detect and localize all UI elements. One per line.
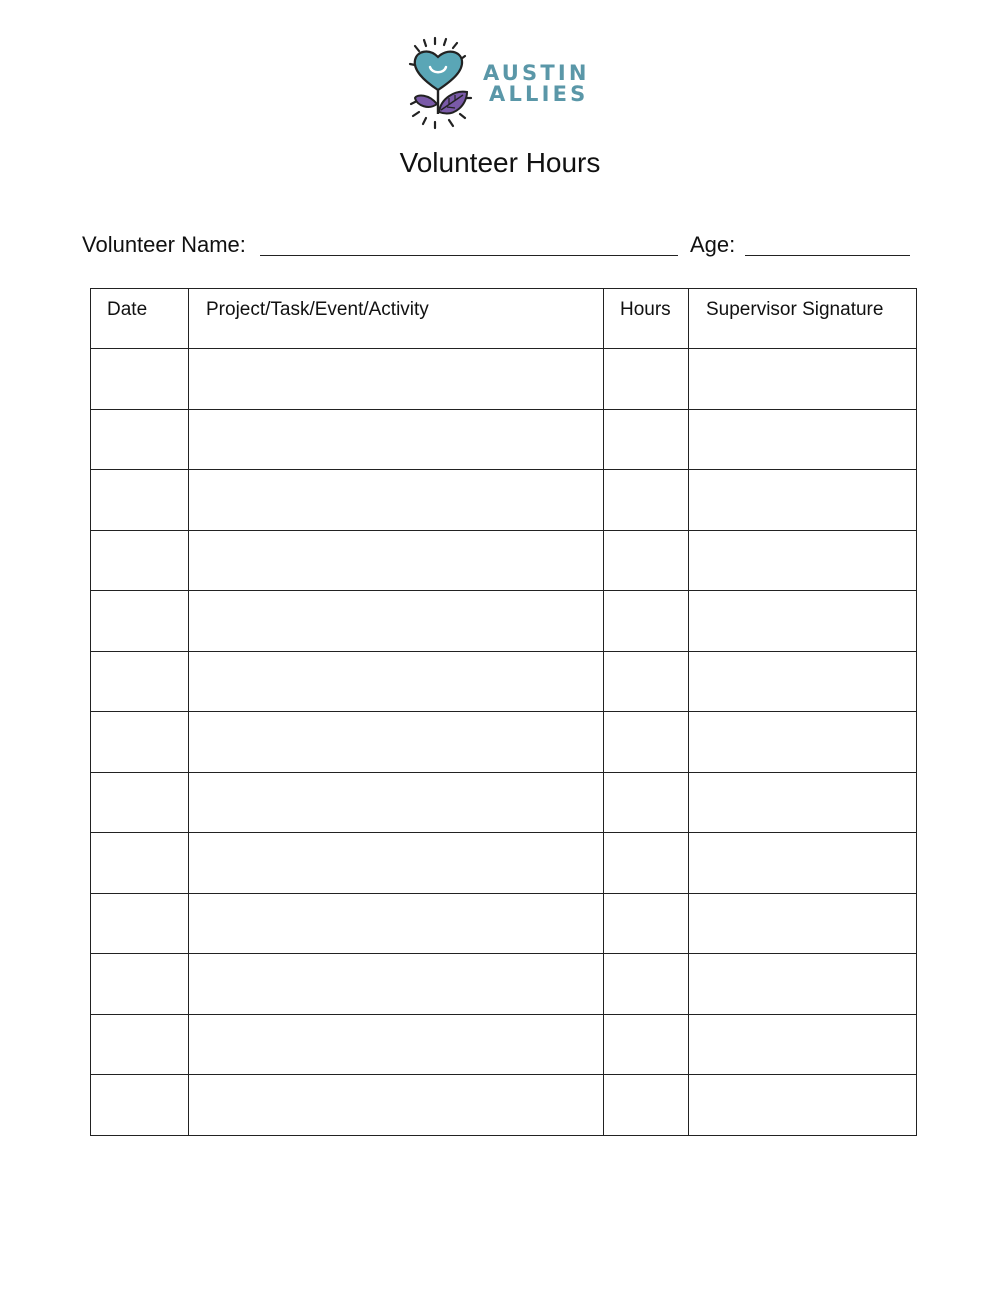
date-cell[interactable] bbox=[91, 772, 189, 833]
hours-cell[interactable] bbox=[604, 833, 689, 894]
volunteer-name-label: Volunteer Name: bbox=[82, 232, 246, 257]
date-cell[interactable] bbox=[91, 470, 189, 531]
task-cell[interactable] bbox=[189, 1014, 604, 1075]
hours-cell[interactable] bbox=[604, 954, 689, 1015]
signature-cell[interactable] bbox=[689, 591, 917, 652]
hours-cell[interactable] bbox=[604, 772, 689, 833]
hours-cell[interactable] bbox=[604, 530, 689, 591]
task-cell[interactable] bbox=[189, 470, 604, 531]
task-cell[interactable] bbox=[189, 833, 604, 894]
table-row bbox=[91, 712, 917, 773]
date-cell[interactable] bbox=[91, 530, 189, 591]
column-header-hours: Hours bbox=[604, 289, 689, 349]
hours-cell[interactable] bbox=[604, 470, 689, 531]
task-cell[interactable] bbox=[189, 893, 604, 954]
table-row bbox=[91, 1075, 917, 1136]
table-body bbox=[91, 349, 917, 1136]
task-cell[interactable] bbox=[189, 530, 604, 591]
table-row bbox=[91, 893, 917, 954]
column-header-task: Project/Task/Event/Activity bbox=[189, 289, 604, 349]
task-cell[interactable] bbox=[189, 591, 604, 652]
hours-cell[interactable] bbox=[604, 1014, 689, 1075]
date-cell[interactable] bbox=[91, 349, 189, 410]
table-row bbox=[91, 651, 917, 712]
date-cell[interactable] bbox=[91, 651, 189, 712]
date-cell[interactable] bbox=[91, 954, 189, 1015]
task-cell[interactable] bbox=[189, 1075, 604, 1136]
hours-cell[interactable] bbox=[604, 1075, 689, 1136]
task-cell[interactable] bbox=[189, 409, 604, 470]
signature-cell[interactable] bbox=[689, 1075, 917, 1136]
volunteer-hours-table bbox=[90, 288, 917, 1136]
signature-cell[interactable] bbox=[689, 833, 917, 894]
hours-cell[interactable] bbox=[604, 893, 689, 954]
organization-logo bbox=[405, 34, 595, 134]
age-label: Age: bbox=[690, 232, 736, 257]
date-cell[interactable] bbox=[91, 1014, 189, 1075]
date-cell[interactable] bbox=[91, 1075, 189, 1136]
table-row bbox=[91, 833, 917, 894]
task-cell[interactable] bbox=[189, 349, 604, 410]
table-row bbox=[91, 772, 917, 833]
date-cell[interactable] bbox=[91, 712, 189, 773]
signature-cell[interactable] bbox=[689, 712, 917, 773]
hours-cell[interactable] bbox=[604, 712, 689, 773]
hours-cell[interactable] bbox=[604, 349, 689, 410]
task-cell[interactable] bbox=[189, 772, 604, 833]
table-row bbox=[91, 1014, 917, 1075]
date-cell[interactable] bbox=[91, 833, 189, 894]
table-row bbox=[91, 530, 917, 591]
table-row bbox=[91, 409, 917, 470]
column-header-signature: Supervisor Signature bbox=[689, 289, 917, 349]
date-cell[interactable] bbox=[91, 591, 189, 652]
signature-cell[interactable] bbox=[689, 349, 917, 410]
hours-cell[interactable] bbox=[604, 409, 689, 470]
heart-flower-logo-icon bbox=[405, 34, 483, 134]
signature-cell[interactable] bbox=[689, 1014, 917, 1075]
date-cell[interactable] bbox=[91, 893, 189, 954]
table-row bbox=[91, 470, 917, 531]
table-row bbox=[91, 954, 917, 1015]
age-field[interactable] bbox=[745, 255, 910, 256]
hours-cell[interactable] bbox=[604, 591, 689, 652]
hours-cell[interactable] bbox=[604, 651, 689, 712]
signature-cell[interactable] bbox=[689, 893, 917, 954]
signature-cell[interactable] bbox=[689, 651, 917, 712]
table-header-row bbox=[91, 289, 917, 349]
column-header-date: Date bbox=[91, 289, 189, 349]
signature-cell[interactable] bbox=[689, 530, 917, 591]
logo-wordmark-line1: AUSTIN bbox=[483, 61, 590, 85]
volunteer-name-field[interactable] bbox=[260, 255, 678, 256]
logo-wordmark-line2: ALLIES bbox=[489, 82, 589, 106]
table-row bbox=[91, 349, 917, 410]
task-cell[interactable] bbox=[189, 954, 604, 1015]
signature-cell[interactable] bbox=[689, 772, 917, 833]
signature-cell[interactable] bbox=[689, 470, 917, 531]
date-cell[interactable] bbox=[91, 409, 189, 470]
signature-cell[interactable] bbox=[689, 409, 917, 470]
volunteer-info-fields bbox=[82, 230, 922, 262]
task-cell[interactable] bbox=[189, 712, 604, 773]
signature-cell[interactable] bbox=[689, 954, 917, 1015]
task-cell[interactable] bbox=[189, 651, 604, 712]
table-row bbox=[91, 591, 917, 652]
page-title: Volunteer Hours bbox=[399, 147, 601, 178]
